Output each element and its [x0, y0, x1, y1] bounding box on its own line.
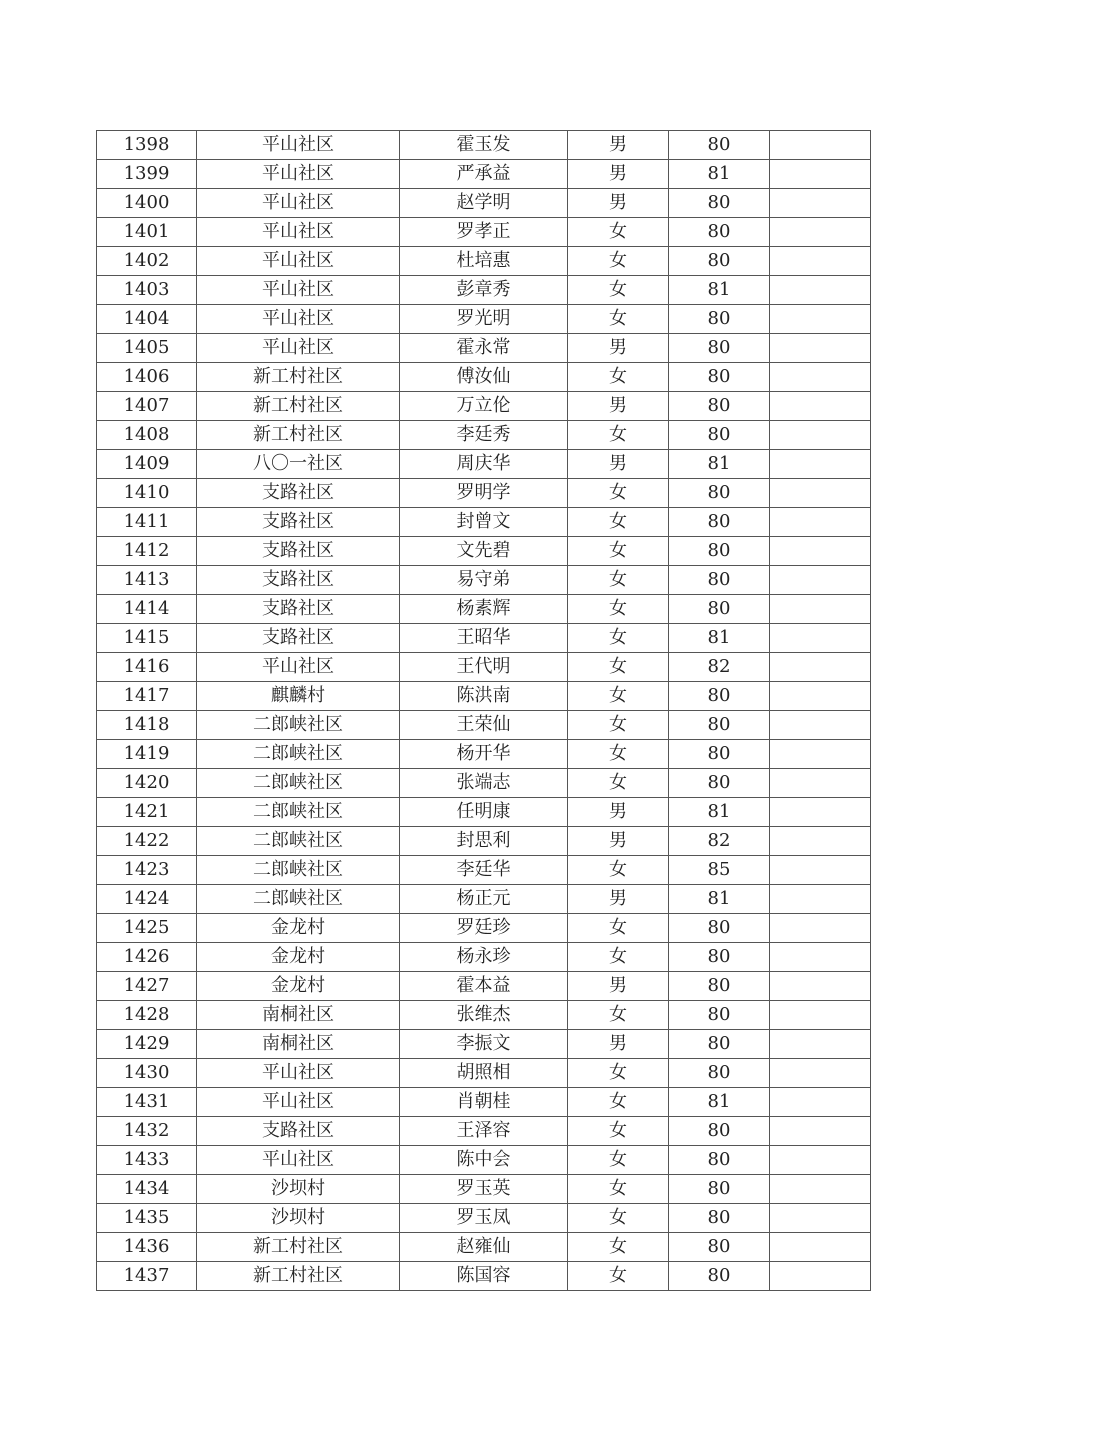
age-cell: 81 [669, 276, 770, 305]
table-row [97, 392, 871, 421]
community-cell: 南桐社区 [197, 1030, 400, 1059]
remarks-cell [770, 653, 871, 682]
age-cell: 80 [669, 1030, 770, 1059]
name-cell: 封曾文 [400, 508, 568, 537]
age-cell: 80 [669, 1117, 770, 1146]
community-cell: 平山社区 [197, 334, 400, 363]
remarks-cell [770, 508, 871, 537]
gender-cell: 男 [568, 334, 669, 363]
name-cell: 赵雍仙 [400, 1233, 568, 1262]
table-row [97, 508, 871, 537]
remarks-cell [770, 1088, 871, 1117]
table-row [97, 711, 871, 740]
remarks-cell [770, 247, 871, 276]
community-cell: 支路社区 [197, 508, 400, 537]
row-number-cell: 1404 [97, 305, 197, 334]
gender-cell: 女 [568, 740, 669, 769]
table-row [97, 914, 871, 943]
table-row [97, 595, 871, 624]
gender-cell: 女 [568, 566, 669, 595]
table-row [97, 1030, 871, 1059]
table-row [97, 827, 871, 856]
row-number-cell: 1405 [97, 334, 197, 363]
community-cell: 八〇一社区 [197, 450, 400, 479]
remarks-cell [770, 1030, 871, 1059]
remarks-cell [770, 682, 871, 711]
community-cell: 麒麟村 [197, 682, 400, 711]
remarks-cell [770, 189, 871, 218]
row-number-cell: 1409 [97, 450, 197, 479]
row-number-cell: 1413 [97, 566, 197, 595]
age-cell: 80 [669, 1262, 770, 1291]
gender-cell: 男 [568, 160, 669, 189]
gender-cell: 女 [568, 856, 669, 885]
name-cell: 杜培惠 [400, 247, 568, 276]
age-cell: 80 [669, 334, 770, 363]
gender-cell: 女 [568, 1088, 669, 1117]
community-cell: 沙坝村 [197, 1204, 400, 1233]
remarks-cell [770, 856, 871, 885]
remarks-cell [770, 537, 871, 566]
table-row [97, 798, 871, 827]
row-number-cell: 1428 [97, 1001, 197, 1030]
table-row [97, 421, 871, 450]
gender-cell: 女 [568, 247, 669, 276]
row-number-cell: 1437 [97, 1262, 197, 1291]
table-row [97, 305, 871, 334]
table-row [97, 479, 871, 508]
remarks-cell [770, 769, 871, 798]
gender-cell: 男 [568, 798, 669, 827]
remarks-cell [770, 827, 871, 856]
row-number-cell: 1434 [97, 1175, 197, 1204]
community-cell: 平山社区 [197, 160, 400, 189]
name-cell: 傅汝仙 [400, 363, 568, 392]
community-cell: 新工村社区 [197, 421, 400, 450]
remarks-cell [770, 740, 871, 769]
gender-cell: 女 [568, 1001, 669, 1030]
name-cell: 霍永常 [400, 334, 568, 363]
name-cell: 易守弟 [400, 566, 568, 595]
table-row [97, 189, 871, 218]
gender-cell: 女 [568, 479, 669, 508]
age-cell: 80 [669, 1175, 770, 1204]
community-cell: 二郎峡社区 [197, 798, 400, 827]
row-number-cell: 1401 [97, 218, 197, 247]
name-cell: 罗玉英 [400, 1175, 568, 1204]
gender-cell: 女 [568, 421, 669, 450]
row-number-cell: 1416 [97, 653, 197, 682]
table-row [97, 682, 871, 711]
name-cell: 张端志 [400, 769, 568, 798]
remarks-cell [770, 1146, 871, 1175]
row-number-cell: 1430 [97, 1059, 197, 1088]
age-cell: 80 [669, 189, 770, 218]
gender-cell: 男 [568, 885, 669, 914]
gender-cell: 女 [568, 537, 669, 566]
table-row [97, 1204, 871, 1233]
row-number-cell: 1433 [97, 1146, 197, 1175]
age-cell: 80 [669, 566, 770, 595]
remarks-cell [770, 1117, 871, 1146]
community-cell: 平山社区 [197, 131, 400, 160]
age-cell: 80 [669, 537, 770, 566]
remarks-cell [770, 798, 871, 827]
row-number-cell: 1411 [97, 508, 197, 537]
remarks-cell [770, 1059, 871, 1088]
roster-table [96, 130, 871, 1291]
community-cell: 支路社区 [197, 537, 400, 566]
age-cell: 81 [669, 450, 770, 479]
gender-cell: 男 [568, 131, 669, 160]
remarks-cell [770, 1262, 871, 1291]
name-cell: 封思利 [400, 827, 568, 856]
name-cell: 杨素辉 [400, 595, 568, 624]
age-cell: 80 [669, 1204, 770, 1233]
community-cell: 新工村社区 [197, 1233, 400, 1262]
row-number-cell: 1417 [97, 682, 197, 711]
age-cell: 80 [669, 914, 770, 943]
community-cell: 新工村社区 [197, 1262, 400, 1291]
gender-cell: 男 [568, 827, 669, 856]
name-cell: 李振文 [400, 1030, 568, 1059]
community-cell: 平山社区 [197, 1146, 400, 1175]
age-cell: 80 [669, 305, 770, 334]
name-cell: 李廷秀 [400, 421, 568, 450]
roster-table-body [97, 131, 871, 1291]
age-cell: 80 [669, 392, 770, 421]
gender-cell: 女 [568, 305, 669, 334]
name-cell: 王代明 [400, 653, 568, 682]
community-cell: 新工村社区 [197, 392, 400, 421]
name-cell: 陈洪南 [400, 682, 568, 711]
gender-cell: 女 [568, 711, 669, 740]
remarks-cell [770, 160, 871, 189]
community-cell: 二郎峡社区 [197, 740, 400, 769]
community-cell: 金龙村 [197, 972, 400, 1001]
remarks-cell [770, 305, 871, 334]
community-cell: 平山社区 [197, 653, 400, 682]
remarks-cell [770, 131, 871, 160]
gender-cell: 女 [568, 1059, 669, 1088]
gender-cell: 女 [568, 1117, 669, 1146]
gender-cell: 女 [568, 218, 669, 247]
community-cell: 平山社区 [197, 247, 400, 276]
community-cell: 支路社区 [197, 595, 400, 624]
community-cell: 二郎峡社区 [197, 856, 400, 885]
remarks-cell [770, 972, 871, 1001]
gender-cell: 女 [568, 1233, 669, 1262]
table-row [97, 363, 871, 392]
table-row [97, 1146, 871, 1175]
name-cell: 霍本益 [400, 972, 568, 1001]
community-cell: 金龙村 [197, 943, 400, 972]
table-row [97, 943, 871, 972]
name-cell: 霍玉发 [400, 131, 568, 160]
row-number-cell: 1420 [97, 769, 197, 798]
row-number-cell: 1418 [97, 711, 197, 740]
table-row [97, 276, 871, 305]
age-cell: 80 [669, 740, 770, 769]
row-number-cell: 1432 [97, 1117, 197, 1146]
gender-cell: 女 [568, 1146, 669, 1175]
community-cell: 二郎峡社区 [197, 711, 400, 740]
row-number-cell: 1429 [97, 1030, 197, 1059]
table-row [97, 566, 871, 595]
name-cell: 严承益 [400, 160, 568, 189]
remarks-cell [770, 566, 871, 595]
row-number-cell: 1406 [97, 363, 197, 392]
row-number-cell: 1412 [97, 537, 197, 566]
name-cell: 李廷华 [400, 856, 568, 885]
age-cell: 82 [669, 827, 770, 856]
age-cell: 80 [669, 508, 770, 537]
remarks-cell [770, 1204, 871, 1233]
remarks-cell [770, 1175, 871, 1204]
gender-cell: 女 [568, 943, 669, 972]
table-row [97, 334, 871, 363]
table-row [97, 624, 871, 653]
row-number-cell: 1425 [97, 914, 197, 943]
name-cell: 杨永珍 [400, 943, 568, 972]
community-cell: 二郎峡社区 [197, 827, 400, 856]
table-row [97, 1059, 871, 1088]
remarks-cell [770, 334, 871, 363]
age-cell: 80 [669, 682, 770, 711]
gender-cell: 女 [568, 1204, 669, 1233]
age-cell: 80 [669, 131, 770, 160]
gender-cell: 女 [568, 769, 669, 798]
row-number-cell: 1427 [97, 972, 197, 1001]
gender-cell: 女 [568, 1175, 669, 1204]
remarks-cell [770, 479, 871, 508]
table-row [97, 1117, 871, 1146]
row-number-cell: 1400 [97, 189, 197, 218]
community-cell: 平山社区 [197, 189, 400, 218]
table-row [97, 740, 871, 769]
age-cell: 80 [669, 363, 770, 392]
gender-cell: 女 [568, 276, 669, 305]
age-cell: 80 [669, 218, 770, 247]
row-number-cell: 1421 [97, 798, 197, 827]
age-cell: 80 [669, 1233, 770, 1262]
community-cell: 新工村社区 [197, 363, 400, 392]
gender-cell: 女 [568, 682, 669, 711]
name-cell: 罗玉凤 [400, 1204, 568, 1233]
name-cell: 王昭华 [400, 624, 568, 653]
gender-cell: 男 [568, 1030, 669, 1059]
row-number-cell: 1426 [97, 943, 197, 972]
age-cell: 80 [669, 479, 770, 508]
age-cell: 81 [669, 624, 770, 653]
gender-cell: 女 [568, 1262, 669, 1291]
row-number-cell: 1419 [97, 740, 197, 769]
table-row [97, 769, 871, 798]
remarks-cell [770, 595, 871, 624]
community-cell: 南桐社区 [197, 1001, 400, 1030]
name-cell: 任明康 [400, 798, 568, 827]
community-cell: 金龙村 [197, 914, 400, 943]
row-number-cell: 1436 [97, 1233, 197, 1262]
name-cell: 罗明学 [400, 479, 568, 508]
table-row [97, 218, 871, 247]
row-number-cell: 1423 [97, 856, 197, 885]
row-number-cell: 1431 [97, 1088, 197, 1117]
community-cell: 支路社区 [197, 624, 400, 653]
name-cell: 杨开华 [400, 740, 568, 769]
row-number-cell: 1424 [97, 885, 197, 914]
remarks-cell [770, 624, 871, 653]
name-cell: 彭章秀 [400, 276, 568, 305]
remarks-cell [770, 943, 871, 972]
name-cell: 胡照相 [400, 1059, 568, 1088]
age-cell: 80 [669, 769, 770, 798]
row-number-cell: 1410 [97, 479, 197, 508]
name-cell: 杨正元 [400, 885, 568, 914]
gender-cell: 男 [568, 450, 669, 479]
name-cell: 罗光明 [400, 305, 568, 334]
community-cell: 平山社区 [197, 1088, 400, 1117]
row-number-cell: 1414 [97, 595, 197, 624]
row-number-cell: 1435 [97, 1204, 197, 1233]
row-number-cell: 1398 [97, 131, 197, 160]
table-row [97, 1233, 871, 1262]
age-cell: 80 [669, 972, 770, 1001]
name-cell: 陈国容 [400, 1262, 568, 1291]
community-cell: 平山社区 [197, 305, 400, 334]
community-cell: 平山社区 [197, 218, 400, 247]
community-cell: 二郎峡社区 [197, 769, 400, 798]
row-number-cell: 1422 [97, 827, 197, 856]
table-row [97, 1175, 871, 1204]
remarks-cell [770, 1233, 871, 1262]
row-number-cell: 1408 [97, 421, 197, 450]
age-cell: 80 [669, 711, 770, 740]
name-cell: 张维杰 [400, 1001, 568, 1030]
age-cell: 80 [669, 1001, 770, 1030]
gender-cell: 男 [568, 972, 669, 1001]
gender-cell: 男 [568, 392, 669, 421]
remarks-cell [770, 392, 871, 421]
age-cell: 80 [669, 1146, 770, 1175]
gender-cell: 女 [568, 363, 669, 392]
remarks-cell [770, 885, 871, 914]
age-cell: 81 [669, 1088, 770, 1117]
age-cell: 80 [669, 421, 770, 450]
name-cell: 罗廷珍 [400, 914, 568, 943]
table-row [97, 653, 871, 682]
remarks-cell [770, 450, 871, 479]
community-cell: 二郎峡社区 [197, 885, 400, 914]
name-cell: 王泽容 [400, 1117, 568, 1146]
name-cell: 罗孝正 [400, 218, 568, 247]
remarks-cell [770, 218, 871, 247]
name-cell: 万立伦 [400, 392, 568, 421]
remarks-cell [770, 711, 871, 740]
table-row [97, 1088, 871, 1117]
age-cell: 81 [669, 798, 770, 827]
age-cell: 80 [669, 943, 770, 972]
row-number-cell: 1399 [97, 160, 197, 189]
name-cell: 王荣仙 [400, 711, 568, 740]
row-number-cell: 1407 [97, 392, 197, 421]
gender-cell: 男 [568, 189, 669, 218]
table-row [97, 131, 871, 160]
table-row [97, 247, 871, 276]
name-cell: 文先碧 [400, 537, 568, 566]
table-row [97, 1262, 871, 1291]
remarks-cell [770, 363, 871, 392]
table-row [97, 160, 871, 189]
table-row [97, 1001, 871, 1030]
age-cell: 81 [669, 885, 770, 914]
remarks-cell [770, 914, 871, 943]
community-cell: 支路社区 [197, 1117, 400, 1146]
age-cell: 81 [669, 160, 770, 189]
gender-cell: 女 [568, 653, 669, 682]
age-cell: 80 [669, 247, 770, 276]
age-cell: 80 [669, 595, 770, 624]
gender-cell: 女 [568, 914, 669, 943]
age-cell: 85 [669, 856, 770, 885]
name-cell: 周庆华 [400, 450, 568, 479]
age-cell: 82 [669, 653, 770, 682]
row-number-cell: 1402 [97, 247, 197, 276]
remarks-cell [770, 1001, 871, 1030]
community-cell: 平山社区 [197, 1059, 400, 1088]
community-cell: 支路社区 [197, 479, 400, 508]
name-cell: 陈中会 [400, 1146, 568, 1175]
table-row [97, 972, 871, 1001]
table-row [97, 885, 871, 914]
gender-cell: 女 [568, 624, 669, 653]
community-cell: 平山社区 [197, 276, 400, 305]
age-cell: 80 [669, 1059, 770, 1088]
name-cell: 肖朝桂 [400, 1088, 568, 1117]
community-cell: 支路社区 [197, 566, 400, 595]
community-cell: 沙坝村 [197, 1175, 400, 1204]
gender-cell: 女 [568, 508, 669, 537]
table-row [97, 856, 871, 885]
gender-cell: 女 [568, 595, 669, 624]
table-row [97, 537, 871, 566]
remarks-cell [770, 276, 871, 305]
name-cell: 赵学明 [400, 189, 568, 218]
row-number-cell: 1415 [97, 624, 197, 653]
row-number-cell: 1403 [97, 276, 197, 305]
table-row [97, 450, 871, 479]
remarks-cell [770, 421, 871, 450]
